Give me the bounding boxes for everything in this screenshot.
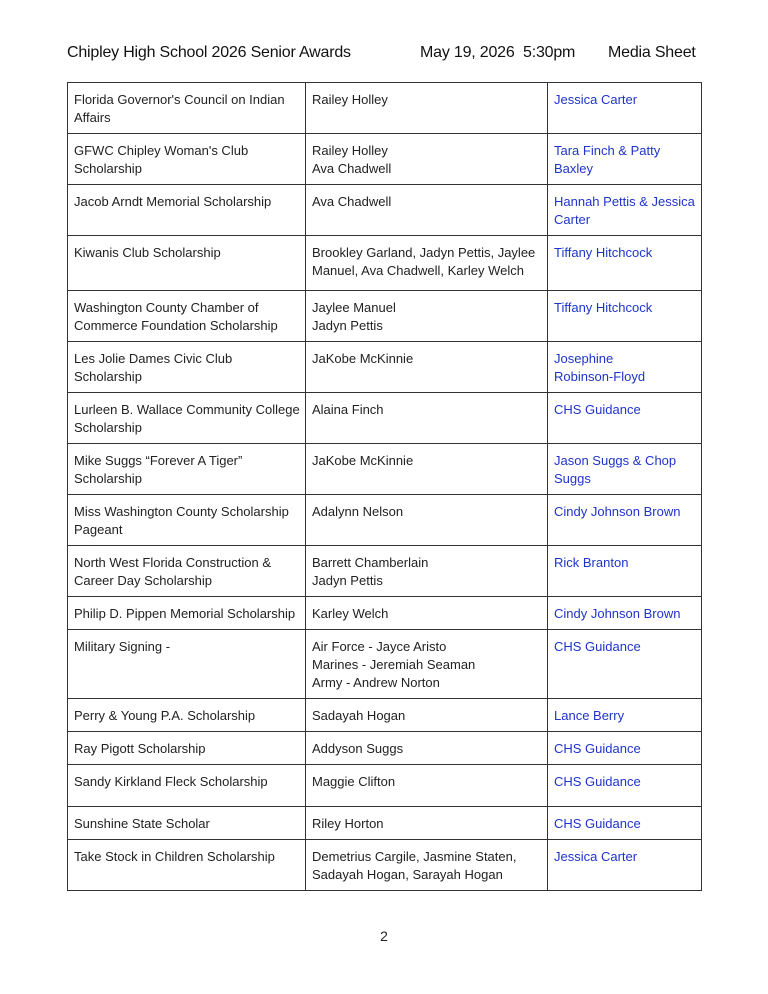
presenter-cell bbox=[548, 134, 702, 185]
award-name-line: Mike Suggs “Forever A Tiger” bbox=[74, 453, 243, 468]
award-name-line: Military Signing - bbox=[74, 639, 171, 654]
presenter-line: Rick Branton bbox=[554, 555, 629, 570]
recipients-line: Manuel, Ava Chadwell, Karley Welch bbox=[312, 263, 524, 278]
page-number: 2 bbox=[380, 928, 388, 944]
recipients-line: Railey Holley bbox=[312, 143, 388, 158]
recipients-cell bbox=[306, 546, 548, 597]
awards-table-body bbox=[68, 83, 702, 891]
award-name-cell bbox=[68, 546, 306, 597]
award-name-cell bbox=[68, 134, 306, 185]
table-row bbox=[68, 546, 702, 597]
recipients-cell bbox=[306, 807, 548, 840]
recipients-line: Jadyn Pettis bbox=[312, 573, 383, 588]
recipients-line: JaKobe McKinnie bbox=[312, 453, 414, 468]
event-time: 5:30pm bbox=[523, 44, 576, 61]
award-name-line: Career Day Scholarship bbox=[74, 573, 213, 588]
award-name-line: Kiwanis Club Scholarship bbox=[74, 245, 221, 260]
award-name-cell bbox=[68, 236, 306, 291]
award-name-cell bbox=[68, 342, 306, 393]
recipients-line: Army - Andrew Norton bbox=[312, 675, 440, 690]
award-name-line: Affairs bbox=[74, 110, 111, 125]
recipients-line: Riley Horton bbox=[312, 816, 384, 831]
award-name-line: GFWC Chipley Woman's Club bbox=[74, 143, 249, 158]
event-date: May 19, 2026 bbox=[420, 44, 515, 61]
recipients-line: Alaina Finch bbox=[312, 402, 384, 417]
award-name-line: Ray Pigott Scholarship bbox=[74, 741, 206, 756]
award-name-line: Philip D. Pippen Memorial Scholarship bbox=[74, 606, 296, 621]
award-name-line: Pageant bbox=[74, 522, 123, 537]
presenter-cell bbox=[548, 732, 702, 765]
table-row bbox=[68, 342, 702, 393]
table-row bbox=[68, 597, 702, 630]
presenter-line: Tara Finch & Patty bbox=[554, 143, 661, 158]
presenter-line: Tiffany Hitchcock bbox=[554, 300, 653, 315]
award-name-line: Scholarship bbox=[74, 471, 142, 486]
presenter-cell bbox=[548, 546, 702, 597]
recipients-line: Ava Chadwell bbox=[312, 161, 392, 176]
recipients-cell bbox=[306, 495, 548, 546]
document-title: Chipley High School 2026 Senior Awards bbox=[67, 44, 351, 61]
recipients-cell bbox=[306, 291, 548, 342]
presenter-cell bbox=[548, 597, 702, 630]
award-name-cell bbox=[68, 83, 306, 134]
table-row bbox=[68, 185, 702, 236]
presenter-cell bbox=[548, 83, 702, 134]
presenter-line: CHS Guidance bbox=[554, 741, 641, 756]
award-name-line: Lurleen B. Wallace Community College bbox=[74, 402, 300, 417]
table-row bbox=[68, 699, 702, 732]
table-row bbox=[68, 236, 702, 291]
award-name-line: Les Jolie Dames Civic Club bbox=[74, 351, 233, 366]
recipients-line: Marines - Jeremiah Seaman bbox=[312, 657, 476, 672]
table-row bbox=[68, 840, 702, 891]
recipients-cell bbox=[306, 840, 548, 891]
presenter-line: Josephine bbox=[554, 351, 614, 366]
presenter-line: Lance Berry bbox=[554, 708, 625, 723]
award-name-line: Take Stock in Children Scholarship bbox=[74, 849, 275, 864]
recipients-line: Maggie Clifton bbox=[312, 774, 396, 789]
recipients-cell bbox=[306, 699, 548, 732]
recipients-line: Jaylee Manuel bbox=[312, 300, 396, 315]
sheet-type: Media Sheet bbox=[608, 44, 696, 61]
awards-table bbox=[67, 82, 702, 891]
recipients-line: Air Force - Jayce Aristo bbox=[312, 639, 447, 654]
recipients-line: Barrett Chamberlain bbox=[312, 555, 429, 570]
recipients-cell bbox=[306, 732, 548, 765]
presenter-line: Jason Suggs & Chop bbox=[554, 453, 677, 468]
table-row bbox=[68, 291, 702, 342]
presenter-line: Baxley bbox=[554, 161, 594, 176]
table-row bbox=[68, 807, 702, 840]
recipients-line: Demetrius Cargile, Jasmine Staten, bbox=[312, 849, 517, 864]
recipients-cell bbox=[306, 134, 548, 185]
presenter-line: Cindy Johnson Brown bbox=[554, 606, 681, 621]
recipients-cell bbox=[306, 185, 548, 236]
presenter-cell bbox=[548, 291, 702, 342]
award-name-line: Scholarship bbox=[74, 420, 142, 435]
table-row bbox=[68, 732, 702, 765]
recipients-line: Sadayah Hogan bbox=[312, 708, 406, 723]
presenter-line: Carter bbox=[554, 212, 591, 227]
award-name-line: Sunshine State Scholar bbox=[74, 816, 210, 831]
presenter-line: Jessica Carter bbox=[554, 92, 638, 107]
award-name-cell bbox=[68, 807, 306, 840]
award-name-line: Scholarship bbox=[74, 369, 142, 384]
presenter-line: Suggs bbox=[554, 471, 591, 486]
recipients-line: Railey Holley bbox=[312, 92, 388, 107]
presenter-line: Cindy Johnson Brown bbox=[554, 504, 681, 519]
presenter-line: CHS Guidance bbox=[554, 816, 641, 831]
award-name-line: Sandy Kirkland Fleck Scholarship bbox=[74, 774, 268, 789]
award-name-cell bbox=[68, 185, 306, 236]
presenter-cell bbox=[548, 393, 702, 444]
recipients-cell bbox=[306, 444, 548, 495]
award-name-cell bbox=[68, 732, 306, 765]
award-name-cell bbox=[68, 597, 306, 630]
presenter-cell bbox=[548, 342, 702, 393]
award-name-line: Miss Washington County Scholarship bbox=[74, 504, 289, 519]
table-row bbox=[68, 444, 702, 495]
recipients-cell bbox=[306, 630, 548, 699]
presenter-line: Tiffany Hitchcock bbox=[554, 245, 653, 260]
recipients-line: Karley Welch bbox=[312, 606, 389, 621]
presenter-line: Hannah Pettis & Jessica bbox=[554, 194, 695, 209]
recipients-line: JaKobe McKinnie bbox=[312, 351, 414, 366]
table-row bbox=[68, 495, 702, 546]
presenter-cell bbox=[548, 444, 702, 495]
award-name-cell bbox=[68, 840, 306, 891]
recipients-cell bbox=[306, 597, 548, 630]
recipients-line: Brookley Garland, Jadyn Pettis, Jaylee bbox=[312, 245, 536, 260]
presenter-cell bbox=[548, 807, 702, 840]
award-name-line: Perry & Young P.A. Scholarship bbox=[74, 708, 256, 723]
presenter-line: CHS Guidance bbox=[554, 774, 641, 789]
award-name-cell bbox=[68, 444, 306, 495]
recipients-line: Sadayah Hogan, Sarayah Hogan bbox=[312, 867, 503, 882]
award-name-cell bbox=[68, 495, 306, 546]
award-name-line: Commerce Foundation Scholarship bbox=[74, 318, 278, 333]
award-name-line: Jacob Arndt Memorial Scholarship bbox=[74, 194, 272, 209]
recipients-cell bbox=[306, 236, 548, 291]
award-name-cell bbox=[68, 291, 306, 342]
presenter-line: CHS Guidance bbox=[554, 639, 641, 654]
presenter-cell bbox=[548, 495, 702, 546]
recipients-cell bbox=[306, 83, 548, 134]
presenter-line: CHS Guidance bbox=[554, 402, 641, 417]
presenter-line: Jessica Carter bbox=[554, 849, 638, 864]
recipients-line: Ava Chadwell bbox=[312, 194, 392, 209]
table-row bbox=[68, 83, 702, 134]
presenter-cell bbox=[548, 840, 702, 891]
recipients-cell bbox=[306, 393, 548, 444]
award-name-cell bbox=[68, 699, 306, 732]
award-name-line: North West Florida Construction & bbox=[74, 555, 271, 570]
table-row bbox=[68, 393, 702, 444]
recipients-line: Adalynn Nelson bbox=[312, 504, 404, 519]
recipients-line: Addyson Suggs bbox=[312, 741, 404, 756]
table-row bbox=[68, 630, 702, 699]
award-name-cell bbox=[68, 630, 306, 699]
recipients-cell bbox=[306, 342, 548, 393]
recipients-line: Jadyn Pettis bbox=[312, 318, 383, 333]
presenter-cell bbox=[548, 236, 702, 291]
presenter-cell bbox=[548, 699, 702, 732]
award-name-cell bbox=[68, 393, 306, 444]
presenter-cell bbox=[548, 630, 702, 699]
award-name-cell bbox=[68, 765, 306, 807]
presenter-cell bbox=[548, 765, 702, 807]
award-name-line: Washington County Chamber of bbox=[74, 300, 259, 315]
table-row bbox=[68, 134, 702, 185]
table-row bbox=[68, 765, 702, 807]
page-header bbox=[67, 44, 700, 68]
award-name-line: Florida Governor's Council on Indian bbox=[74, 92, 285, 107]
award-name-line: Scholarship bbox=[74, 161, 142, 176]
presenter-cell bbox=[548, 185, 702, 236]
presenter-line: Robinson-Floyd bbox=[554, 369, 646, 384]
recipients-cell bbox=[306, 765, 548, 807]
